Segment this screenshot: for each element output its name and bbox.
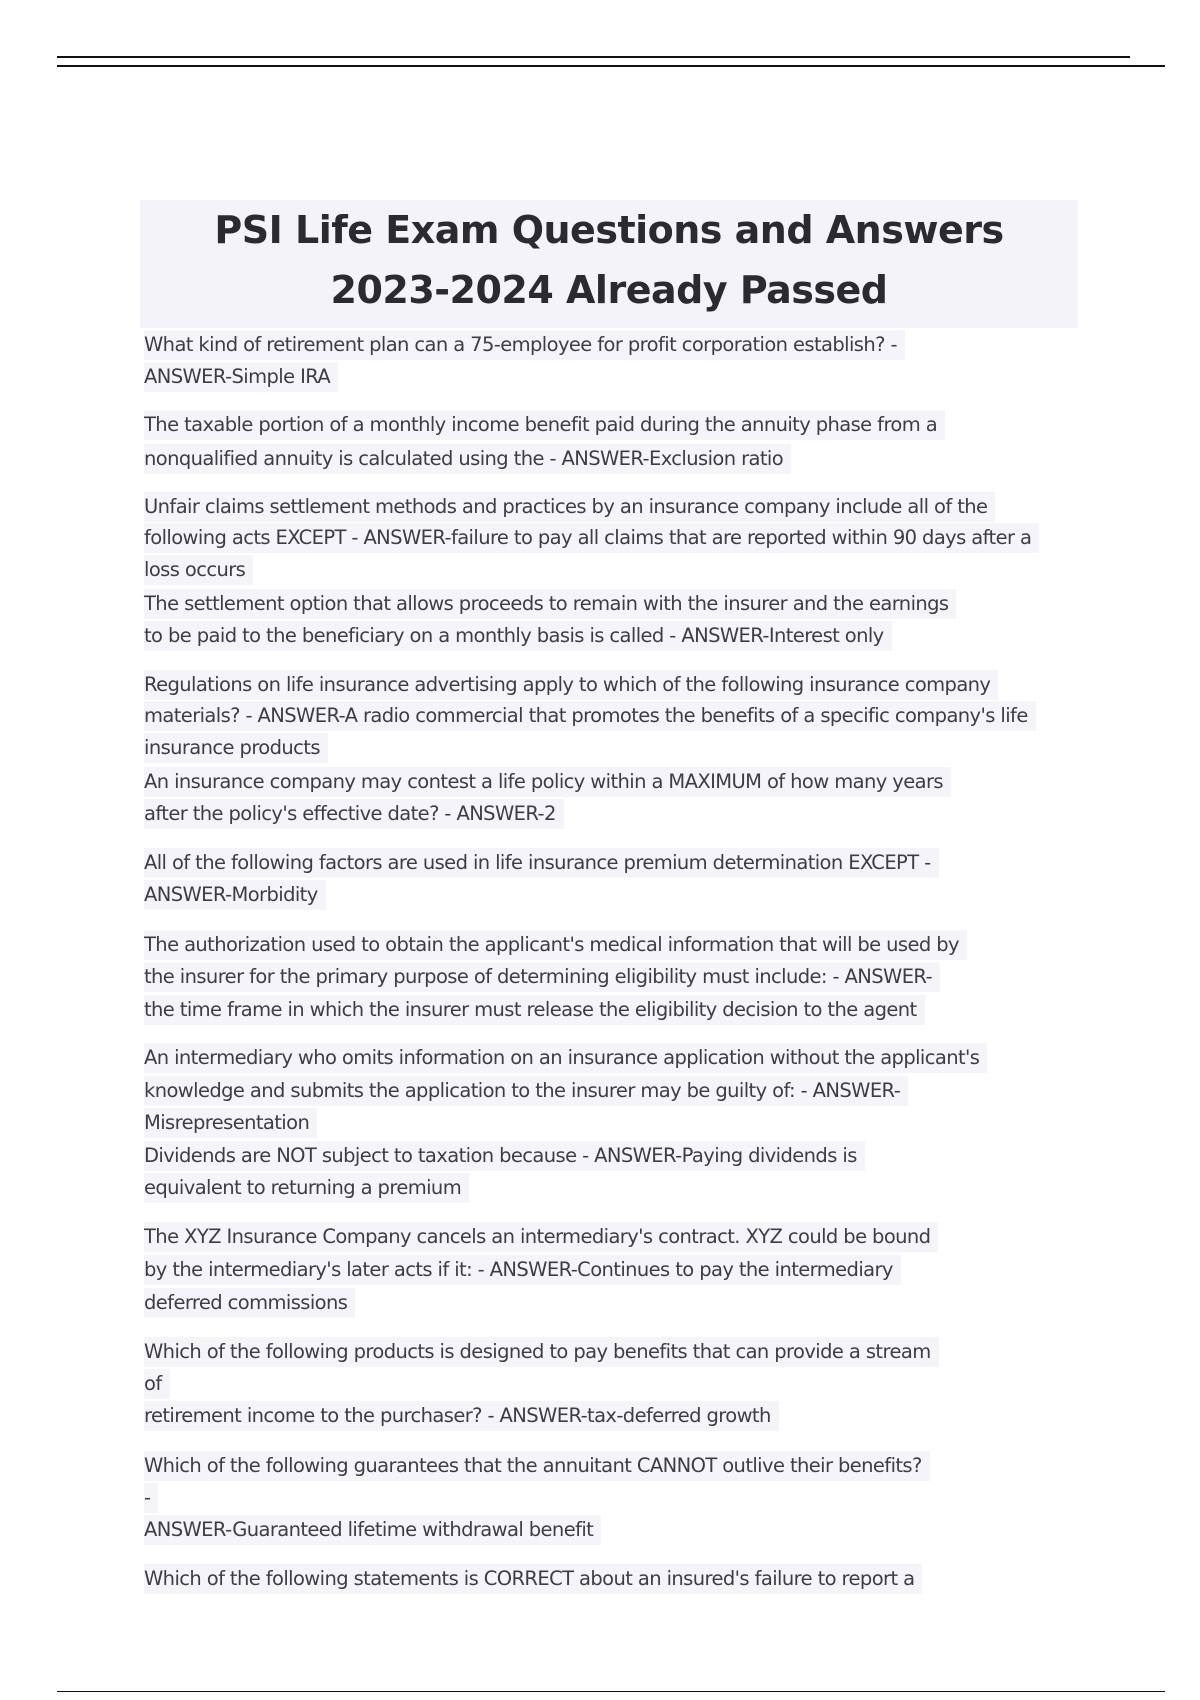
text-line: - [144, 1483, 158, 1513]
header-rule-bottom [57, 65, 1165, 67]
text-line: Misrepresentation [144, 1108, 317, 1138]
header-rule-top [57, 56, 1130, 58]
title-block [140, 200, 1078, 328]
text-line: Regulations on life insurance advertising apply to which of the following insurance company [144, 670, 998, 700]
text-line: of [144, 1369, 170, 1399]
text-line: Which of the following statements is CORRECT about an insured's failure to report a [144, 1564, 922, 1594]
text-line: knowledge and submits the application to the insurer may be guilty of: - ANSWER- [144, 1076, 908, 1106]
text-line: ANSWER-Morbidity [144, 880, 326, 910]
text-line: All of the following factors are used in life insurance premium determination EXCEPT - [144, 848, 939, 878]
text-line: Dividends are NOT subject to taxation because - ANSWER-Paying dividends is [144, 1141, 865, 1171]
text-line: What kind of retirement plan can a 75-employee for profit corporation establish? - [144, 330, 905, 360]
text-line: equivalent to returning a premium [144, 1173, 469, 1203]
text-line: loss occurs [144, 555, 253, 585]
text-line: retirement income to the purchaser? - ANSWER-tax-deferred growth [144, 1401, 779, 1431]
page-title-line-1: PSI Life Exam Questions and Answers [214, 208, 1004, 252]
text-line: following acts EXCEPT - ANSWER-failure to pay all claims that are reported within 90 days after a [144, 523, 1039, 553]
text-line: ANSWER-Simple IRA [144, 362, 338, 392]
text-line: An insurance company may contest a life policy within a MAXIMUM of how many years [144, 767, 951, 797]
text-line: by the intermediary's later acts if it: - ANSWER-Continues to pay the intermediary [144, 1255, 901, 1285]
text-line: Unfair claims settlement methods and practices by an insurance company include all of the [144, 492, 995, 522]
text-line: deferred commissions [144, 1288, 355, 1318]
text-line: An intermediary who omits information on an insurance application without the applicant's [144, 1043, 987, 1073]
text-line: Which of the following products is designed to pay benefits that can provide a stream [144, 1337, 939, 1367]
text-line: Which of the following guarantees that the annuitant CANNOT outlive their benefits? [144, 1451, 930, 1481]
text-line: The XYZ Insurance Company cancels an intermediary's contract. XYZ could be bound [144, 1222, 938, 1252]
text-line: insurance products [144, 733, 328, 763]
text-line: materials? - ANSWER-A radio commercial that promotes the benefits of a specific company's life [144, 701, 1036, 731]
text-line: after the policy's effective date? - ANSWER-2 [144, 799, 564, 829]
text-line: The settlement option that allows proceeds to remain with the insurer and the earnings [144, 589, 956, 619]
text-line: to be paid to the beneficiary on a monthly basis is called - ANSWER-Interest only [144, 621, 892, 651]
page-title-line-2: 2023-2024 Already Passed [330, 268, 888, 312]
text-line: ANSWER-Guaranteed lifetime withdrawal benefit [144, 1515, 601, 1545]
text-line: The authorization used to obtain the applicant's medical information that will be used by [144, 930, 967, 960]
text-line: the time frame in which the insurer must release the eligibility decision to the agent [144, 995, 925, 1025]
text-line: nonqualified annuity is calculated using the - ANSWER-Exclusion ratio [144, 444, 791, 474]
text-line: the insurer for the primary purpose of determining eligibility must include: - ANSWER- [144, 962, 940, 992]
text-line: The taxable portion of a monthly income benefit paid during the annuity phase from a [144, 410, 945, 440]
footer-rule [57, 1691, 1165, 1692]
